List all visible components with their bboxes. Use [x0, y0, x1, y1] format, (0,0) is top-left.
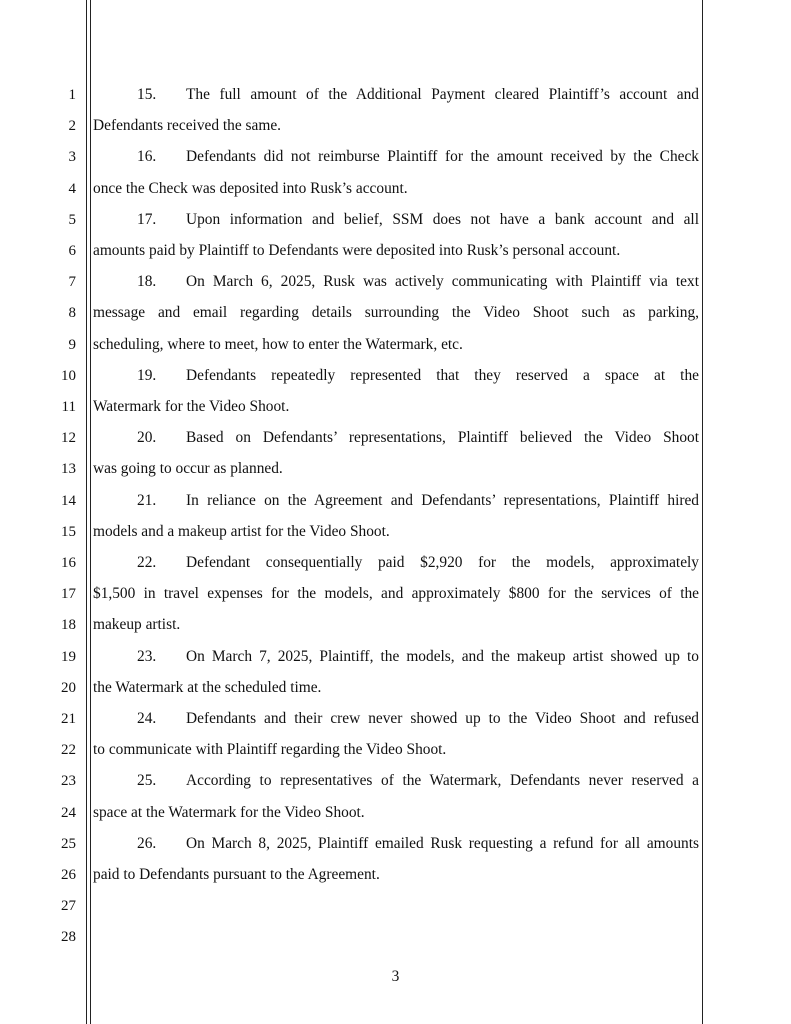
paragraph-number: 21. — [137, 491, 157, 509]
line-number: 7 — [68, 274, 76, 291]
line-number: 22 — [61, 742, 76, 759]
paragraph-line — [93, 180, 699, 198]
right-margin-rule — [702, 0, 703, 1024]
paragraph-first-line — [137, 429, 699, 447]
line-number: 26 — [61, 867, 76, 883]
paragraph-first-line — [137, 648, 699, 666]
line-number: 28 — [61, 929, 76, 946]
line-number: 3 — [68, 149, 76, 166]
paragraph-first-line — [137, 211, 699, 229]
line-number: 11 — [61, 399, 76, 415]
paragraph-line — [93, 741, 699, 759]
paragraph-text: once the Check was deposited into Rusk’s account. — [93, 179, 408, 197]
paragraph-first-line — [137, 492, 699, 510]
line-number: 13 — [61, 461, 76, 478]
paragraph-first-line — [137, 148, 699, 166]
line-number: 19 — [61, 648, 76, 665]
paragraph-number: 16. — [137, 148, 157, 166]
line-number: 10 — [61, 367, 76, 384]
paragraph-text: paid to Defendants pursuant to the Agreement. — [93, 866, 380, 883]
paragraph-number: 15. — [137, 86, 157, 103]
line-number: 25 — [61, 835, 76, 852]
line-number: 23 — [61, 773, 76, 790]
paragraph-first-line — [137, 554, 699, 572]
left-margin-rule-outer — [86, 0, 87, 1024]
line-number: 20 — [61, 679, 76, 696]
paragraph-number: 24. — [137, 710, 157, 727]
line-number: 9 — [68, 336, 76, 353]
paragraph-number: 26. — [137, 834, 157, 852]
paragraph-line — [93, 304, 699, 322]
paragraph-text: The full amount of the Additional Payment cleared Plaintiff’s account and — [186, 86, 699, 103]
paragraph-text: Upon information and belief, SSM does not have a bank account and all — [186, 210, 699, 228]
paragraph-text: Based on Defendants’ representations, Plaintiff believed the Video Shoot — [186, 429, 699, 447]
line-number: 8 — [68, 305, 76, 322]
paragraph-text: Defendant consequentially paid $2,920 for the models, approximately — [186, 554, 699, 571]
line-number: 24 — [61, 804, 76, 821]
paragraph-first-line — [137, 273, 699, 291]
line-number: 18 — [61, 617, 76, 634]
paragraph-text: On March 6, 2025, Rusk was actively communicating with Plaintiff via text — [186, 273, 699, 291]
paragraph-text: was going to occur as planned. — [93, 460, 283, 478]
line-number: 27 — [61, 898, 76, 915]
line-number: 15 — [61, 523, 76, 540]
paragraph-text: Watermark for the Video Shoot. — [93, 398, 290, 415]
paragraph-number: 25. — [137, 772, 157, 790]
paragraph-first-line — [137, 710, 699, 728]
left-margin-rule-inner — [90, 0, 91, 1024]
paragraph-number: 19. — [137, 366, 157, 384]
line-number: 14 — [61, 492, 76, 509]
paragraph-line — [93, 804, 699, 822]
line-number: 21 — [61, 711, 76, 727]
paragraph-text: Defendants received the same. — [93, 117, 282, 135]
paragraph-text: Defendants repeatedly represented that they reserved a space at the — [186, 366, 699, 384]
line-number: 5 — [68, 211, 76, 228]
paragraph-line — [93, 866, 699, 884]
paragraph-text: $1,500 in travel expenses for the models, and approximately $800 for the services of the — [93, 585, 699, 603]
paragraph-number: 17. — [137, 210, 157, 228]
paragraph-line — [93, 460, 699, 478]
paragraph-text: message and email regarding details surrounding the Video Shoot such as parking, — [93, 304, 699, 322]
paragraph-text: According to representatives of the Watermark, Defendants never reserved a — [186, 772, 699, 790]
line-number: 6 — [68, 243, 76, 259]
paragraph-text: models and a makeup artist for the Video Shoot. — [93, 522, 390, 540]
paragraph-first-line — [137, 835, 699, 853]
line-number: 4 — [68, 180, 76, 197]
paragraph-line — [93, 117, 699, 135]
paragraph-first-line — [137, 367, 699, 385]
paragraph-text: the Watermark at the scheduled time. — [93, 678, 322, 696]
paragraph-first-line — [137, 86, 699, 104]
paragraph-text: space at the Watermark for the Video Shoot. — [93, 803, 365, 821]
paragraph-line — [93, 679, 699, 697]
paragraph-line — [93, 336, 699, 354]
line-number: 2 — [68, 118, 76, 135]
line-number: 16 — [61, 555, 76, 571]
paragraph-number: 20. — [137, 429, 157, 447]
page-number: 3 — [391, 968, 400, 985]
paragraph-first-line — [137, 772, 699, 790]
paragraph-line — [93, 523, 699, 541]
paragraph-line — [93, 398, 699, 416]
paragraph-line — [93, 585, 699, 603]
line-number: 17 — [61, 586, 76, 603]
paragraph-text: scheduling, where to meet, how to enter the Watermark, etc. — [93, 335, 463, 353]
paragraph-text: to communicate with Plaintiff regarding the Video Shoot. — [93, 741, 447, 759]
paragraph-number: 18. — [137, 273, 157, 291]
paragraph-text: In reliance on the Agreement and Defendants’ representations, Plaintiff hired — [186, 491, 699, 509]
paragraph-text: On March 8, 2025, Plaintiff emailed Rusk requesting a refund for all amounts — [186, 834, 699, 852]
paragraph-number: 23. — [137, 647, 157, 665]
paragraph-line — [93, 616, 699, 634]
paragraph-text: On March 7, 2025, Plaintiff, the models, and the makeup artist showed up to — [186, 647, 699, 665]
paragraph-number: 22. — [137, 554, 157, 571]
paragraph-text: amounts paid by Plaintiff to Defendants were deposited into Rusk’s personal account. — [93, 242, 621, 259]
line-number: 1 — [68, 87, 76, 103]
paragraph-text: makeup artist. — [93, 616, 181, 634]
paragraph-text: Defendants and their crew never showed up to the Video Shoot and refused — [186, 710, 699, 727]
paragraph-line — [93, 242, 699, 260]
line-number: 12 — [61, 430, 76, 447]
paragraph-text: Defendants did not reimburse Plaintiff for the amount received by the Check — [186, 148, 699, 166]
